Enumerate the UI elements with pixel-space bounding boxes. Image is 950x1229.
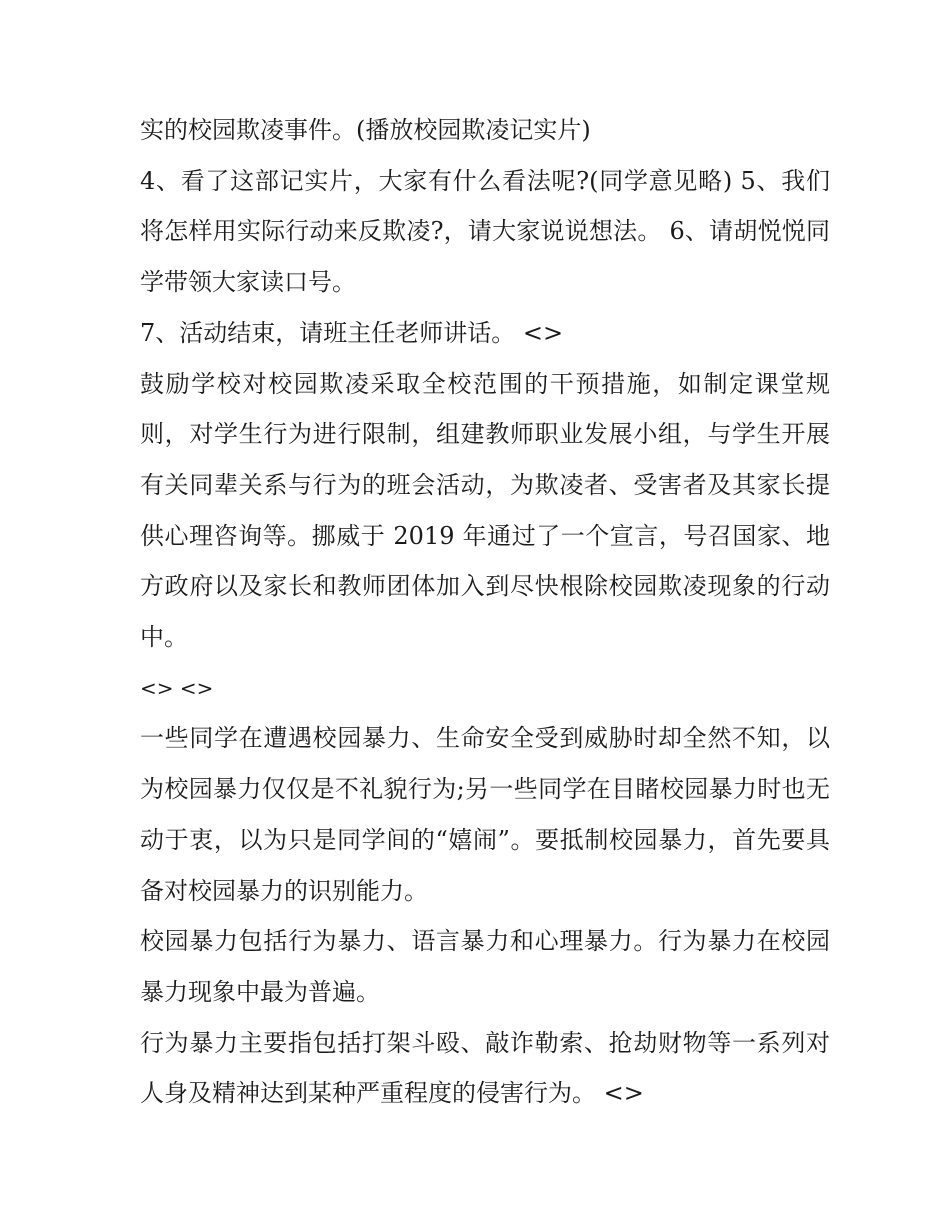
paragraph-identification: 一些同学在遭遇校园暴力、生命安全受到威胁时却全然不知，以为校园暴力仅仅是不礼貌行为;另一些同学在目睹校园暴力时也无动于衷，以为只是同学间的“嬉闹”。要抵制校园暴力，首先要具备对校园暴力的识别能力。	[140, 724, 830, 905]
paragraph-step-7: 7、活动结束，请班主任老师讲话。 <>	[140, 318, 564, 347]
document-body	[140, 105, 830, 1119]
paragraph-steps-4-6: 4、看了这部记实片，大家有什么看法呢?(同学意见略) 5、我们将怎样用实际行动来反欺凌?，请大家说说想法。 6、请胡悦悦同学带领大家读口号。	[140, 166, 830, 297]
paragraph-violence-types: 校园暴力包括行为暴力、语言暴力和心理暴力。行为暴力在校园暴力现象中最为普遍。	[140, 927, 830, 1006]
paragraph-behavioral-violence: 行为暴力主要指包括打架斗殴、敲诈勒索、抢劫财物等一系列对人身及精神达到某种严重程度的侵害行为。 <>	[140, 1028, 830, 1108]
paragraph-documentary-intro: 实的校园欺凌事件。(播放校园欺凌记实片)	[140, 116, 591, 144]
paragraph-intervention-measures: 鼓励学校对校园欺凌采取全校范围的干预措施，如制定课堂规则，对学生行为进行限制，组建教师职业发展小组，与学生开展有关同辈关系与行为的班会活动，为欺凌者、受害者及其家长提供心理咨询等。挪威于 2019 年通过了一个宣言，号召国家、地方政府以及家长和教师团体加入到尽快根除校园欺凌现象的行动中。	[140, 369, 830, 652]
paragraph-marker: <> <>	[140, 675, 214, 700]
